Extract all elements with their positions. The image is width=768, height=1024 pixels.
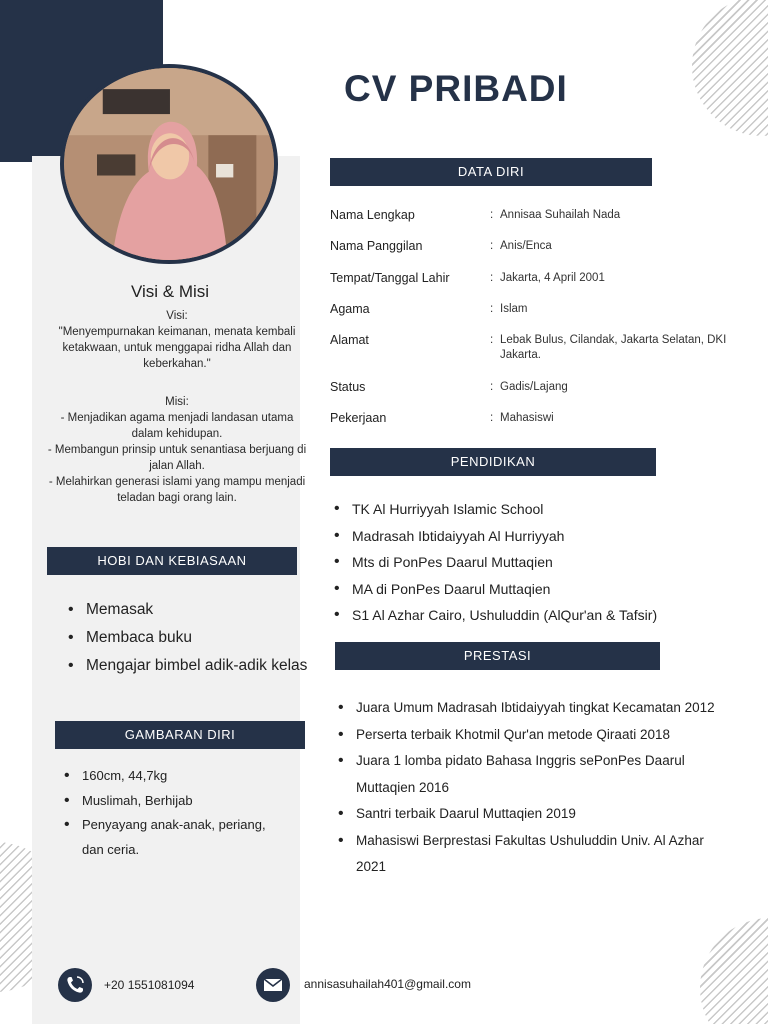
gambaran-list (60, 764, 290, 862)
list-item: • Santri terbaik Daarul Muttaqien 2019 (334, 801, 734, 828)
list-item: • Juara 1 lomba pidato Bahasa Inggris sePonPes Daarul Muttaqien 2016 (334, 748, 734, 801)
phone-icon[interactable] (58, 968, 92, 1002)
data-label: Agama (330, 302, 370, 316)
list-item: • Juara Umum Madrasah Ibtidaiyyah tingkat Kecamatan 2012 (334, 695, 734, 722)
list-item: • Mts di PonPes Daarul Muttaqien (330, 549, 750, 576)
list-item: • Membaca buku (64, 624, 318, 652)
data-label: Pekerjaan (330, 411, 387, 425)
misi-item: - Membangun prinsip untuk senantiasa berjuang di jalan Allah. (47, 444, 307, 472)
visi-text: "Menyempurnakan keimanan, menata kembali ketakwaan, untuk menggapai ridha Allah dan keberkahan." (58, 326, 296, 370)
list-item: • S1 Al Azhar Cairo, Ushuluddin (AlQur'an & Tafsir) (330, 602, 750, 629)
list-item: • Mahasiswi Berprestasi Fakultas Ushuluddin Univ. Al Azhar 2021 (334, 828, 734, 881)
list-item: • Penyayang anak-anak, periang, dan ceria. (60, 813, 290, 862)
prestasi-list (334, 695, 734, 881)
data-value: : Islam (490, 302, 740, 317)
data-label: Nama Panggilan (330, 239, 423, 253)
data-value: : Annisaa Suhailah Nada (490, 208, 740, 223)
misi-item: - Melahirkan generasi islami yang mampu menjadi teladan bagi orang lain. (48, 476, 306, 504)
phone-number[interactable]: +20 1551081094 (104, 978, 195, 992)
data-value: : Lebak Bulus, Cilandak, Jakarta Selatan, DKI Jakarta. (490, 333, 740, 363)
data-value: : Mahasiswi (490, 411, 740, 426)
data-label: Tempat/Tanggal Lahir (330, 271, 450, 285)
misi-item: - Menjadikan agama menjadi landasan utama dalam kehidupan. (60, 412, 294, 440)
data-label: Alamat (330, 333, 369, 347)
list-item: • Mengajar bimbel adik-adik kelas (64, 652, 318, 680)
page-title: CV PRIBADI (344, 68, 568, 109)
data-value: : Anis/Enca (490, 239, 740, 254)
list-item: • MA di PonPes Daarul Muttaqien (330, 576, 750, 603)
data-value: : Gadis/Lajang (490, 380, 740, 395)
pendidikan-list (330, 496, 750, 629)
visi-label: Visi: (166, 310, 188, 322)
visi-misi-heading: Visi & Misi (130, 282, 210, 301)
list-item: • 160cm, 44,7kg (60, 764, 290, 789)
hatched-circle-decoration (692, 0, 768, 136)
data-label: Status (330, 380, 366, 394)
list-item: • Madrasah Ibtidaiyyah Al Hurriyyah (330, 523, 750, 550)
hatched-circle-decoration (700, 918, 768, 1024)
list-item: • TK Al Hurriyyah Islamic School (330, 496, 750, 523)
list-item: • Perserta terbaik Khotmil Qur'an metode Qiraati 2018 (334, 722, 734, 749)
misi-label: Misi: (165, 396, 189, 408)
data-value: : Jakarta, 4 April 2001 (490, 271, 740, 286)
email-address[interactable]: annisasuhailah401@gmail.com (304, 977, 471, 991)
list-item: • Muslimah, Berhijab (60, 789, 290, 814)
visi-misi-text (46, 308, 308, 506)
data-label: Nama Lengkap (330, 208, 415, 222)
list-item: • Memasak (64, 596, 318, 624)
profile-photo (60, 64, 278, 264)
gambaran-heading: GAMBARAN DIRI (55, 721, 305, 749)
prestasi-heading: PRESTASI (335, 642, 660, 670)
envelope-icon[interactable] (256, 968, 290, 1002)
pendidikan-heading: PENDIDIKAN (330, 448, 656, 476)
hobi-list (64, 596, 318, 680)
hobi-heading: HOBI DAN KEBIASAAN (47, 547, 297, 575)
data-diri-heading: DATA DIRI (330, 158, 652, 186)
